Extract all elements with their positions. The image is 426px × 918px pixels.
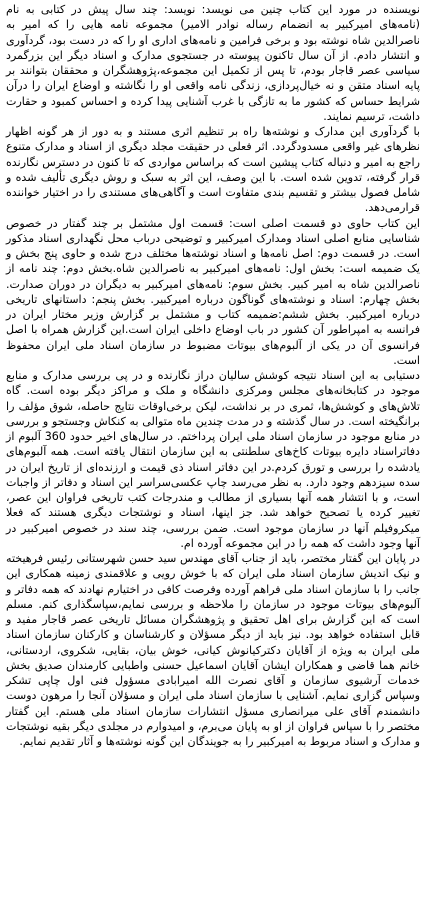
paragraph-intro: نویسنده در مورد این کتاب چنین می نویسد: نویسد: چند سال پیش در کتابی به نام (نامه‌های امیرکبیر به انضمام رساله نوادر الامیر) مجموعه نامه هایی را که امیر به ناصرالدین شاه نوشته بود و برخی فرامین و نامه‌های اداری او را که در دست بود، گردآوری و انتشار دادم. از آن سال تاکنون پیوسته در جستجوی مدارک و اسناد دیگر این بزرگمرد سیاسی عصر قاجار بودم، تا پس از تکمیل این مجموعه،پژوهشگران و محققان بتوانند بر پایه اسناد متقن و نه خیال‌پردازی، زندگی نامه واقعی او را نگاشته و اوضاع ایران را درآن شرایط حساس که کشور ما به تازگی با غرب آشنایی پیدا کرده و احساس کمبود و حقارت داشت، ترسیم نمایند.: [6, 3, 420, 123]
paragraph-collection-purpose: با گردآوری این مدارک و نوشته‌ها راه بر تنظیم اثری مستند و به دور از هر گونه اظهار نظرهای غیر واقعی مسدودگردد. اثر فعلی در حقیقت مجلد دیگری از اسناد و مدارک متنوع راجع به امیر و دنباله کتاب پیشین است که براساس مواردی که تا کنون در دسترس نگارنده قرار گرفته، تدوین شده است. با این وصف، این اثر به سبک و روش دیگری تألیف شده و شامل فصول بیشتر و تقسیم بندی متفاوت است و آگاهی‌های مستندی را در اختیار خواننده قرارمی‌دهد.: [6, 125, 420, 215]
paragraph-acknowledgements: در پایان این گفتار مختصر، باید از جناب آقای مهندس سید حسن شهرستانی رئیس فرهیخته و نیک اندیش سازمان اسناد ملی ایران که با خوش رویی و علاقمندی زمینه همکاری این جانب را با سازمان اسناد ملی فراهم آورده وفرصت کافی در اختیارم نهادند که همه دفاتر و آلبوم‌های بیوتات موجود در سازمان را ملاحظه و بررسی نمایم،سپاسگذاری کنم. مسلم است که این گزارش برای اهل تحقیق و پژوهشگران مسائل تاریخی عصر قاجار مفید و قابل استفاده خواهد بود. نیز باید از دیگر مسؤلان و کارشناسان و کارکنان سازمان اسناد ملی ایران به ویژه از آقایان دکترکیانوش کیانی، خوش بیان، بقایی، شکروی، اردستانی، خانم هما قاضی و همکاران ایشان آقایان اسماعیل حسنی واطبایی کارمندان صدیق بخش خدمات آرشیوی سازمان و آقای نصرت الله امیرابادی مسؤول فنی اول چاپی تشکر وسپاس گزاری نمایم. آشنایی با سازمان اسناد ملی ایران و مسؤلان آنجا را مرهون دوست دانشمندم آقای علی میرانصاری مسؤل انتشارات سازمان اسناد ملی هستم. این گفتار مختصر را با سپاس فراوان از او به پایان می‌برم، و امیدوارم در مجلدی دیگر بقیه نوشتجات و مدارک و اسناد مربوط به امیرکبیر را به جویندگان این گونه نوشته‌ها و آثار تقدیم نمایم.: [6, 552, 420, 748]
paragraph-book-structure: این کتاب حاوی دو قسمت اصلی است: قسمت اول مشتمل بر چند گفتار در خصوص شناسایی منابع اصلی اسناد ومدارک امیرکبیر و توضیحی درباب محل نگهداری اسناد مذکور است. در قسمت دوم: اصل نامه‌ها و اسناد نوشته‌ها مختلف درج شده و حاوی پنج بخش و یک ضمیمه است: بخش اول: نامه‌های امیرکبیر به ناصرالدین شاه.بخش دوم: چند نامه از ناصرالدین شاه به امیر کبیر. بخش سوم: نامه‌های امیرکبیر به دیگران در دوران صدارت. بخش چهارم: اسناد و نوشته‌های گوناگون درباره امیرکبیر. بخش پنجم: داستانهای تاریخی درباره امیرکبیر. بخش ششم:ضمیمه کتاب و مشتمل بر گزارش وزیر مختار ایران در فرانسه به امپراطور آن کشور در باب اوضاع داخلی ایران است.این گزارش همراه با اصل فرانسوی آن در یکی از آلبوم‌های بیوتات مضبوط در سازمان اسناد ملی ایران محفوظ است.: [6, 216, 420, 367]
paragraph-research-sources: دستیابی به این اسناد نتیجه کوشش سالیان دراز نگارنده و در پی بررسی مدارک و منابع موجود در کتابخانه‌های مجلس ومرکزی دانشگاه و ملک و مراکز دیگر بوده است. گاه تلاش‌های و کوشش‌ها، ثمری در بر نداشت، لیکن برخی‌اوقات نتایج حاصله، شوق مؤلف را برانگیخته است. در سال گذشته و در مدت چندین ماه متوالی به کنکاش وجستجو و بررسی در منابع موجود در سازمان اسناد ملی ایران پرداختم. در سال‌های اخیر حدود 360 آلبوم از دفاتراسناد دایره بیوتات کاخ‌های سلطنتی به این سازمان انتقال یافته است. همه آلبوم‌های یادشده را بررسی و تورق کردم.در این دفاتر اسناد ذی قیمت و ارزنده‌ای از تاریخ ایران در سده سیزدهم وجود دارد. به نظر می‌رسد چاپ عکسی‌سراسر این اسناد و دفاتر از واجبات است، و با انتشار همه آنها بسیاری از مطالب و مندرجات کتب تاریخی فراوان این عصر، تغییر کرده یا تصحیح خواهد شد. جز اینها، اسناد و نوشتجات دیگری هستند که فعلا میکروفیلم آنها در سازمان موجود است. ضمن بررسی، چند سند در خصوص امیرکبیر در آنها وجود داشت که همه را در این مجموعه آورده ام.: [6, 369, 420, 550]
